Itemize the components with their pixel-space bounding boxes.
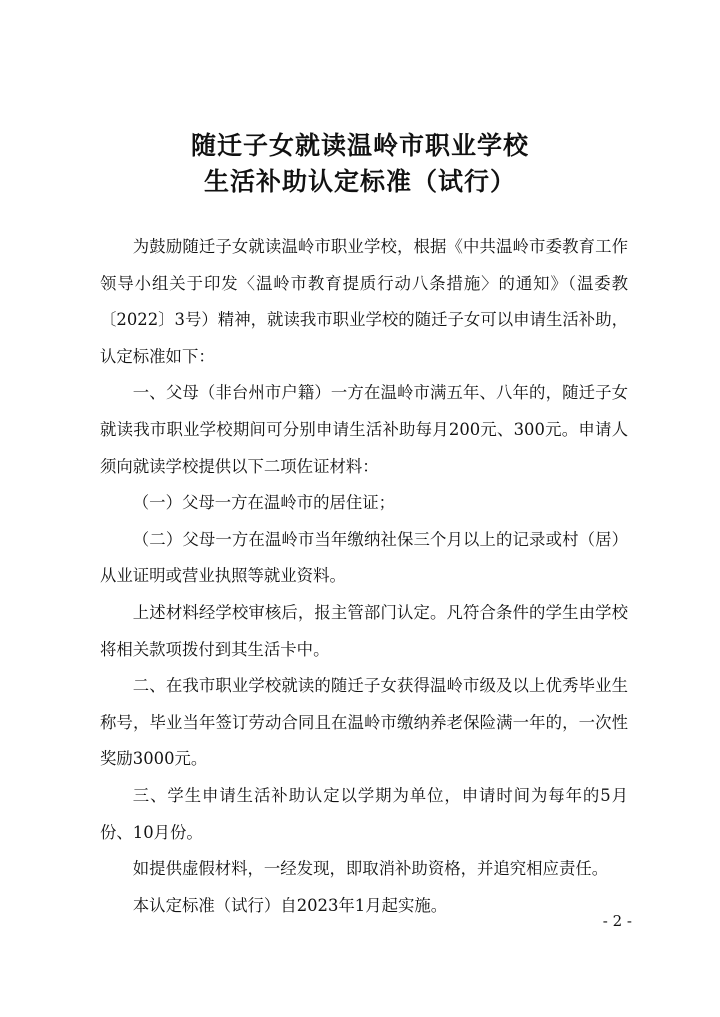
document-body [100, 229, 628, 924]
title-line-1: 随迁子女就读温岭市职业学校 [190, 131, 529, 160]
paragraph-subitem-2: （二）父母一方在温岭市当年缴纳社保三个月以上的记录或村（居）从业证明或营业执照等就业资料。 [100, 529, 628, 586]
page-number: - 2 - [602, 912, 632, 930]
paragraph-item-3: 三、学生申请生活补助认定以学期为单位，申请时间为每年的5月份、10月份。 [100, 785, 628, 842]
paragraph-effective-date: 本认定标准（试行）自2023年1月起实施。 [132, 895, 448, 915]
paragraph-item-1: 一、父母（非台州市户籍）一方在温岭市满五年、八年的，随迁子女就读我市职业学校期间可分别申请生活补助每月200元、300元。申请人须向就读学校提供以下二项佐证材料： [100, 383, 628, 476]
paragraph-item-2: 二、在我市职业学校就读的随迁子女获得温岭市级及以上优秀毕业生称号，毕业当年签订劳动合同且在温岭市缴纳养老保险满一年的，一次性奖励3000元。 [100, 676, 628, 769]
paragraph-subitem-1: （一）父母一方在温岭市的居住证； [132, 493, 396, 513]
paragraph-review: 上述材料经学校审核后，报主管部门认定。凡符合条件的学生由学校将相关款项拨付到其生活卡中。 [100, 602, 628, 659]
paragraph-intro: 为鼓励随迁子女就读温岭市职业学校，根据《中共温岭市委教育工作领导小组关于印发〈温岭市教育提质行动八条措施〉的通知》（温委教〔2022〕3号）精神，就读我市职业学校的随迁子女可以申请生活补助，认定标准如下： [100, 237, 628, 366]
title-line-2: 生活补助认定标准（试行） [203, 167, 516, 196]
document-title [0, 128, 720, 200]
paragraph-penalty: 如提供虚假材料，一经发现，即取消补助资格，并追究相应责任。 [132, 859, 609, 879]
